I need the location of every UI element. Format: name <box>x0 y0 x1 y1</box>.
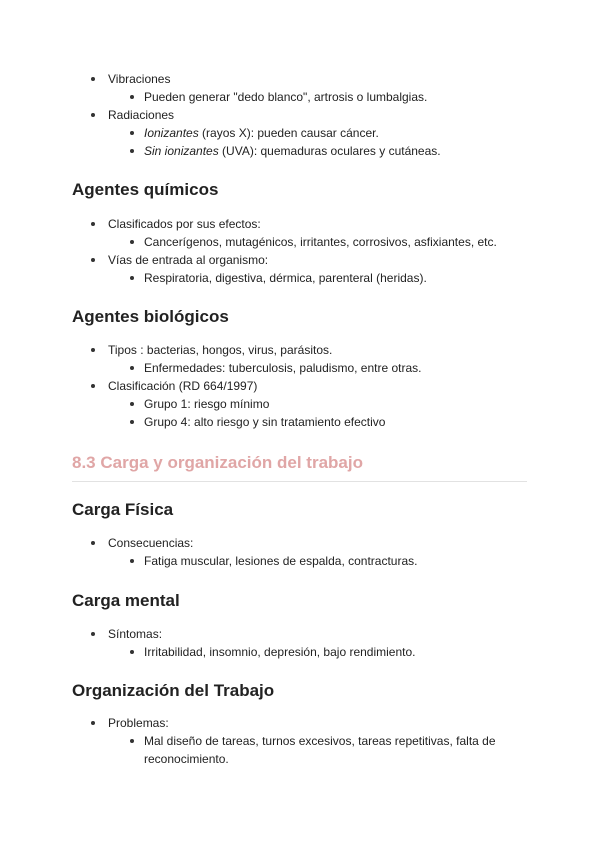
bullet-icon <box>91 632 95 636</box>
list-item-label: (UVA): quemaduras oculares y cutáneas. <box>218 144 441 158</box>
list-item <box>0 70 600 88</box>
list-item <box>0 377 600 395</box>
list-item <box>0 714 600 732</box>
list-item <box>0 142 600 160</box>
heading-agentes-biologicos: Agentes biológicos <box>72 307 229 326</box>
list-item-label: Cancerígenos, mutagénicos, irritantes, corrosivos, asfixiantes, etc. <box>144 235 497 249</box>
bullet-icon <box>130 650 134 654</box>
list-item <box>0 625 600 643</box>
bullet-icon <box>91 77 95 81</box>
bullet-icon <box>130 366 134 370</box>
heading-carga-mental: Carga mental <box>72 591 180 610</box>
list-item <box>0 251 600 269</box>
list-item <box>0 88 600 106</box>
list-item <box>0 643 600 661</box>
bullet-icon <box>91 541 95 545</box>
list-item-label: Síntomas: <box>108 627 163 641</box>
bullet-icon <box>91 384 95 388</box>
list-item-label: Mal diseño de tareas, turnos excesivos, tareas repetitivas, falta de reconocimiento. <box>144 734 496 766</box>
bullet-icon <box>91 222 95 226</box>
section-heading: 8.3 Carga y organización del trabajo <box>72 453 363 472</box>
list-item <box>0 106 600 124</box>
list-item-label: Respiratoria, digestiva, dérmica, parenteral (heridas). <box>144 271 427 285</box>
list-item-label: Clasificación (RD 664/1997) <box>108 379 258 393</box>
list-item-label: Pueden generar "dedo blanco", artrosis o lumbalgias. <box>144 90 428 104</box>
bullet-icon <box>130 739 134 743</box>
list-item-label: Grupo 4: alto riesgo y sin tratamiento efectivo <box>144 415 386 429</box>
heading-agentes-quimicos: Agentes químicos <box>72 180 219 199</box>
bullet-icon <box>130 95 134 99</box>
term-sin-ionizantes: Sin ionizantes <box>144 144 219 158</box>
chemical-agents-list <box>0 215 600 287</box>
list-item-label: Vías de entrada al organismo: <box>108 253 269 267</box>
mental-load-list <box>0 625 600 661</box>
list-item-label: Irritabilidad, insomnio, depresión, bajo rendimiento. <box>144 645 416 659</box>
list-item-label: Radiaciones <box>108 108 175 122</box>
list-item-label: Grupo 1: riesgo mínimo <box>144 397 270 411</box>
list-item-label: Consecuencias: <box>108 536 194 550</box>
list-item-label: (rayos X): pueden causar cáncer. <box>198 126 379 140</box>
bullet-icon <box>130 240 134 244</box>
list-item <box>0 215 600 233</box>
physical-agents-list <box>0 70 600 160</box>
list-item-label: Fatiga muscular, lesiones de espalda, contracturas. <box>144 554 418 568</box>
bullet-icon <box>130 420 134 424</box>
section-divider <box>72 481 527 482</box>
bullet-icon <box>130 131 134 135</box>
term-ionizantes: Ionizantes <box>144 126 199 140</box>
bullet-icon <box>130 559 134 563</box>
list-item <box>0 233 600 251</box>
list-item <box>0 552 600 570</box>
list-item <box>0 359 600 377</box>
list-item <box>0 413 600 431</box>
list-item <box>0 395 600 413</box>
list-item-label: Tipos : bacterias, hongos, virus, parásitos. <box>108 343 333 357</box>
bullet-icon <box>130 149 134 153</box>
bullet-icon <box>91 258 95 262</box>
list-item-label: Clasificados por sus efectos: <box>108 217 261 231</box>
heading-carga-fisica: Carga Física <box>72 500 174 519</box>
bullet-icon <box>130 402 134 406</box>
bullet-icon <box>91 721 95 725</box>
heading-organizacion-trabajo: Organización del Trabajo <box>72 681 275 700</box>
list-item <box>0 732 600 768</box>
physical-load-list <box>0 534 600 570</box>
bullet-icon <box>91 348 95 352</box>
bullet-icon <box>130 276 134 280</box>
list-item-label: Vibraciones <box>108 72 171 86</box>
biological-agents-list <box>0 341 600 431</box>
list-item <box>0 534 600 552</box>
list-item-label: Enfermedades: tuberculosis, paludismo, entre otras. <box>144 361 422 375</box>
list-item <box>0 341 600 359</box>
list-item <box>0 124 600 142</box>
work-organization-list <box>0 714 600 768</box>
bullet-icon <box>91 113 95 117</box>
list-item-label: Problemas: <box>108 716 169 730</box>
list-item <box>0 269 600 287</box>
